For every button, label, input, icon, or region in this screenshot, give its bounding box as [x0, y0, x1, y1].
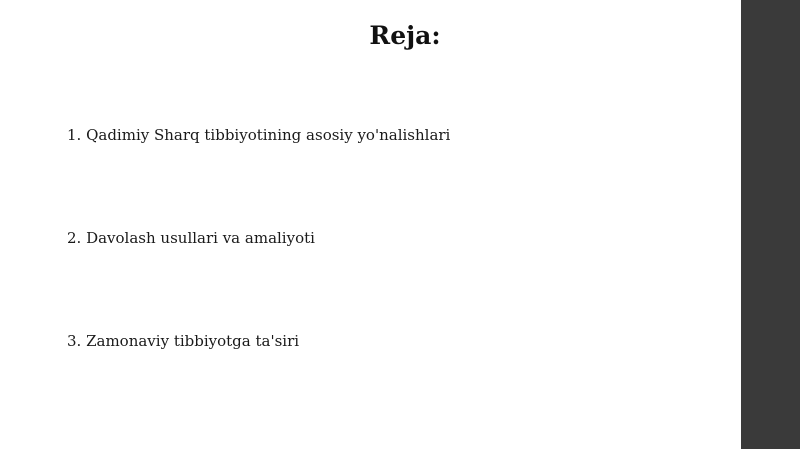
plan-item-3: 3. Zamonaviy tibbiyotga ta'siri — [67, 332, 300, 350]
side-panel — [741, 0, 800, 449]
plan-item-2: 2. Davolash usullari va amaliyoti — [67, 229, 315, 247]
slide-title: Reja: — [369, 21, 441, 50]
plan-item-1: 1. Qadimiy Sharq tibbiyotining asosiy yo'nalishlari — [67, 126, 451, 144]
